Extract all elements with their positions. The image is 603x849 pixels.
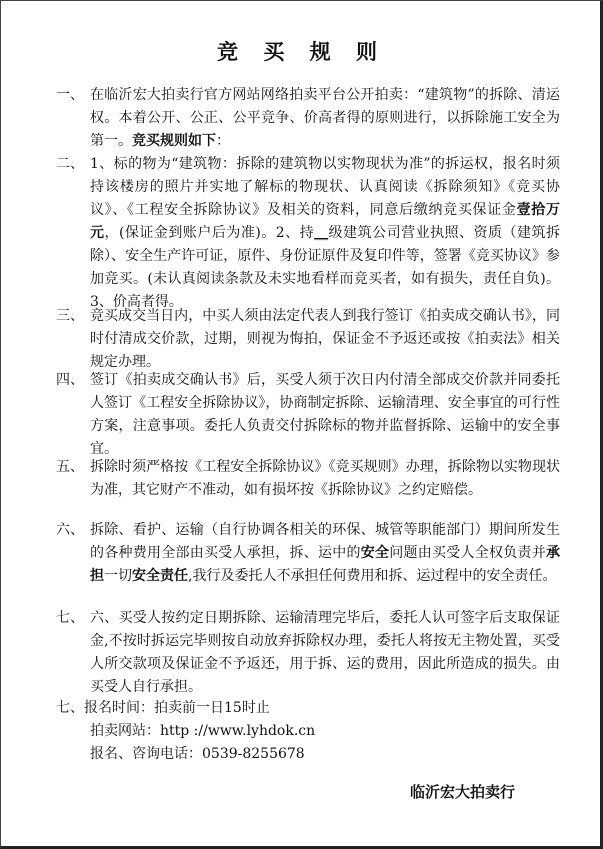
signature-company: 临沂宏大拍卖行 xyxy=(410,783,516,801)
rule-text: 拆除时须严格按《工程安全拆除协议》《竞买规则》办理，拆除物以实物现状为准，其它财产不准动，如有损坏按《拆除协议》之约定赔偿。 xyxy=(90,459,560,498)
emphasis-text: 承担 xyxy=(90,545,560,584)
rule-body xyxy=(90,305,560,374)
rule-item-4 xyxy=(56,369,560,461)
rule-item-3 xyxy=(56,305,560,374)
rule-text: 1、标的物为“建筑物：拆除的建筑物以实物现状为准”的拆运权，报名时须持该楼房的照片并实地了解标的物现状、认真阅读《拆除须知》《竞买协议》、《工程安全拆除协议》及相关的资料，同意后缴纳竞买保证金 xyxy=(90,156,560,218)
rule-number: 六、 xyxy=(56,522,84,538)
rule-body xyxy=(90,153,560,314)
rule-body xyxy=(90,519,560,588)
rule-body xyxy=(90,607,560,699)
rule-number: 二、 xyxy=(56,156,84,172)
rule-text: 问题由买受人全权负责并 xyxy=(389,545,546,561)
rule-item-2 xyxy=(56,153,561,314)
rule-text: 竞买成交当日内，中买人须由法定代表人到我行签订《拍卖成交确认书》，同时付清成交价款，过期，则视为悔拍，保证金不予返还或按《拍卖法》相关规定办理。 xyxy=(90,308,560,370)
registration-time: 七、报名时间：拍卖前一日15时止 xyxy=(56,700,270,716)
rule-number: 五、 xyxy=(56,459,84,475)
rule-text: 签订《拍卖成交确认书》后，买受人须于次日内付清全部成交价款并同委托人签订《工程安全拆除协议》，协商制定拆除、运输清理、安全事宜的可行性方案，注意事项。委托人负责交付拆除标的物并监督拆除、运输中的安全事宜。 xyxy=(90,372,560,457)
rule-text: 拆除、看护、运输（自行协调各相关的环保、城管等职能部门）期间所发生的各种费用全部由买受人承担，拆、运中的 xyxy=(90,522,560,561)
emphasis-text: 壹拾万元 xyxy=(90,202,560,241)
emphasis-text: 竞买规则如下 xyxy=(132,133,216,149)
rule-item-7 xyxy=(56,607,560,699)
rule-number: 一、 xyxy=(56,87,84,103)
rule-body xyxy=(90,456,560,502)
rule-body xyxy=(90,369,560,461)
rule-text: ，(保证金到账户后为准)。2、持 xyxy=(104,225,315,241)
rule-body xyxy=(90,84,560,153)
rule-text: 一切 xyxy=(104,568,132,584)
rule-text: ,我行及委托人不承担任何费用和拆、运过程中的安全责任。 xyxy=(188,568,557,584)
rule-text: ： xyxy=(216,133,230,149)
rule-text: 在临沂宏大拍卖行官方网站网络拍卖平台公开拍卖：“建筑物”的拆除、清运权。本着公开、公正、公平竞争、价高者得的原则进行，以拆除施工安全为第一。 xyxy=(90,87,560,149)
rule-text: 六、买受人按约定日期拆除、运输清理完毕后，委托人认可签字后支取保证金,不按时拆运完毕则按自动放弃拆除权办理，委托人将按无主物处置，买受人所交款项及保证金不予返还，用于拆、运的费用，因此所造成的损失。由买受人自行承担。 xyxy=(90,610,560,695)
rule-number: 三、 xyxy=(56,308,84,324)
rule-item-1 xyxy=(56,84,560,153)
rule-item-5 xyxy=(56,456,560,502)
contact-phone: 报名、咨询电话：0539-8255678 xyxy=(90,746,305,762)
emphasis-text: 安全 xyxy=(360,545,390,561)
rule-number: 四、 xyxy=(56,372,84,388)
rule-text: 级建筑公司营业执照、资质（建筑拆除）、安全生产许可证，原件、身份证原件及复印件等，签署《竞买协议》参加竞买。(未认真阅读条款及未实地看样而竞买者，如有损失，责任自负)。3、价高者得。 xyxy=(90,225,561,310)
emphasis-text: 安全责任 xyxy=(132,568,188,584)
rule-number: 七、 xyxy=(56,610,84,626)
document-title: 竞 买 规 则 xyxy=(217,39,386,64)
auction-website: 拍卖网站：http ://www.lyhdok.cn xyxy=(90,723,316,739)
rule-item-6 xyxy=(56,519,560,588)
rule-text: __ xyxy=(314,225,329,241)
